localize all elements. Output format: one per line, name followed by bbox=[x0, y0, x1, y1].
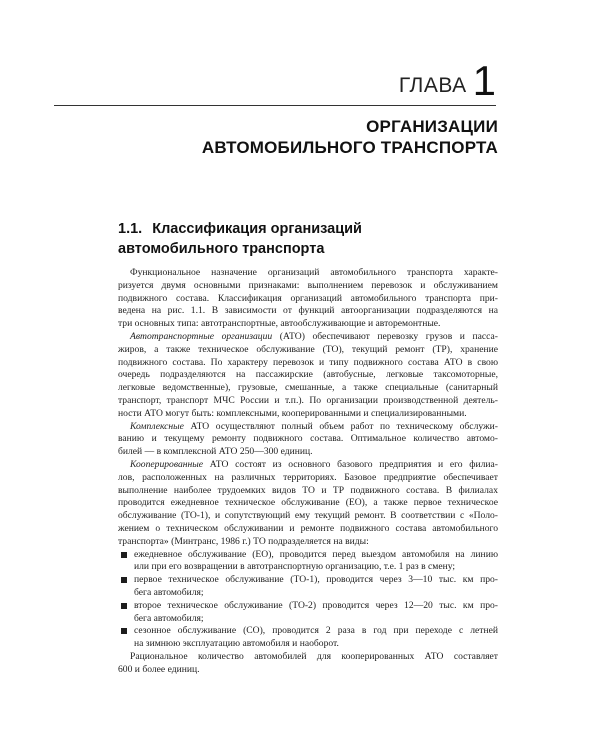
term-ato: Автотранспортные организации bbox=[130, 330, 273, 342]
text-line: билей — в комплексной АТО 250—300 единиц. bbox=[118, 446, 313, 458]
bullet-text: сезонное обслуживание (СО), проводится 2 раза в год при переходе с летней bbox=[134, 625, 498, 637]
chapter-title-line: АВТОМОБИЛЬНОГО ТРАНСПОРТА bbox=[201, 138, 498, 157]
text-line: ности АТО могут быть: комплексными, кооперированными и специализированными. bbox=[118, 407, 467, 419]
chapter-rule bbox=[54, 105, 496, 106]
term-cooperative: Кооперированные bbox=[130, 458, 204, 470]
bullet-item bbox=[118, 625, 498, 638]
bullet-text: бега автомобиля; bbox=[134, 612, 204, 624]
text-line: транспорта» (Минтранс, 1986 г.) ТО подразделяется на виды: bbox=[118, 535, 369, 547]
bullet-item bbox=[118, 600, 498, 613]
text-line: жением о техническом обслуживании и ремонте подвижного состава автомобильного bbox=[118, 522, 498, 534]
text-line: транспорт, транспорт МЧС России и т.п.). По организации производственной деятель- bbox=[118, 394, 498, 406]
text-line: ризуется двумя основными признаками: выполнением перевозок и обслуживанием bbox=[118, 279, 498, 291]
bullet-square-icon bbox=[121, 552, 127, 558]
chapter-title bbox=[202, 116, 498, 158]
bullet-text: или при его возвращении в автотранспортную организацию, т.е. 1 раз в смену; bbox=[134, 561, 456, 573]
text-line: обслуживание (ТО-1), и сопутствующий ему текущий ремонт. В соответствии с «Поло- bbox=[118, 510, 498, 522]
section-number: 1.1. bbox=[118, 221, 143, 237]
bullet-square-icon bbox=[121, 603, 127, 609]
bullet-text: первое техническое обслуживание (ТО-1), проводится через 3—10 тыс. км про- bbox=[134, 574, 498, 586]
chapter-number: 1 bbox=[472, 57, 496, 104]
text-line: три основных типа: автотранспортные, автообслуживающие и авторемонтные. bbox=[118, 318, 441, 330]
bullet-square-icon bbox=[121, 628, 127, 634]
text-line: ванию и текущему ремонту подвижного состава. Оптимальное количество автомо- bbox=[118, 433, 498, 445]
section-heading bbox=[118, 219, 362, 259]
text-line: ведена на рис. 1.1. В зависимости от функций автоорганизации подразделяются на bbox=[118, 305, 498, 317]
body-text bbox=[118, 267, 498, 677]
bullet-item bbox=[118, 549, 498, 562]
text-line: 600 и более единиц. bbox=[118, 663, 200, 675]
text-fragment: (АТО) обеспечивают перевозку грузов и пасса- bbox=[272, 330, 498, 342]
text-line: легковые ведомственные), грузовые, смешанные, а также специальные (санитарный bbox=[118, 382, 498, 394]
text-line: лов, расположенных на различных территориях. Базовое предприятие обеспечивает bbox=[118, 471, 498, 483]
section-title-line: автомобильного транспорта bbox=[118, 241, 325, 257]
chapter-title-line: ОРГАНИЗАЦИИ bbox=[366, 117, 498, 136]
text-fragment: АТО осуществляют полный объем работ по техническому обслужи- bbox=[183, 420, 498, 432]
bullet-text: второе техническое обслуживание (ТО-2) проводится через 12—20 тыс. км про- bbox=[134, 599, 498, 611]
text-line: проводится ежедневное техническое обслуживание (ЕО), а также первое техническое bbox=[118, 497, 498, 509]
chapter-word: ГЛАВА bbox=[398, 73, 467, 97]
bullet-text: на зимнюю эксплуатацию автомобиля и наоборот. bbox=[134, 638, 339, 650]
text-line: жиров, а также техническое обслуживание (ТО), текущий ремонт (ТР), хранение bbox=[118, 343, 498, 355]
chapter-label bbox=[398, 57, 496, 104]
term-complex: Комплексные bbox=[130, 420, 184, 432]
text-line: подвижного состава. Классификация организаций автомобильного транспорта при- bbox=[118, 292, 498, 304]
bullet-text: бега автомобиля; bbox=[134, 586, 204, 598]
text-line bbox=[118, 421, 498, 434]
bullet-item bbox=[118, 574, 498, 587]
text-line: Функциональное назначение организаций автомобильного транспорта характе- bbox=[130, 267, 498, 278]
bullet-square-icon bbox=[121, 577, 127, 583]
text-line: выполнение наиболее трудоемких видов ТО и ТР подвижного состава. В филиалах bbox=[118, 484, 498, 496]
text-line bbox=[118, 331, 498, 344]
text-line bbox=[118, 459, 498, 472]
text-line: Рациональное количество автомобилей для кооперированных АТО составляет bbox=[130, 650, 498, 662]
bullet-text: ежедневное обслуживание (ЕО), проводится перед выездом автомобиля на линию bbox=[134, 548, 498, 560]
text-line: подвижного состава. По характеру перевозок и типу подвижного состава АТО в свою bbox=[118, 356, 498, 368]
section-title-line: Классификация организаций bbox=[152, 221, 362, 237]
text-line: очередь подразделяются на пассажирские (автобусные, легковые таксомоторные, bbox=[118, 369, 498, 381]
text-fragment: АТО состоят из основного базового предприятия и его филиа- bbox=[203, 458, 498, 470]
